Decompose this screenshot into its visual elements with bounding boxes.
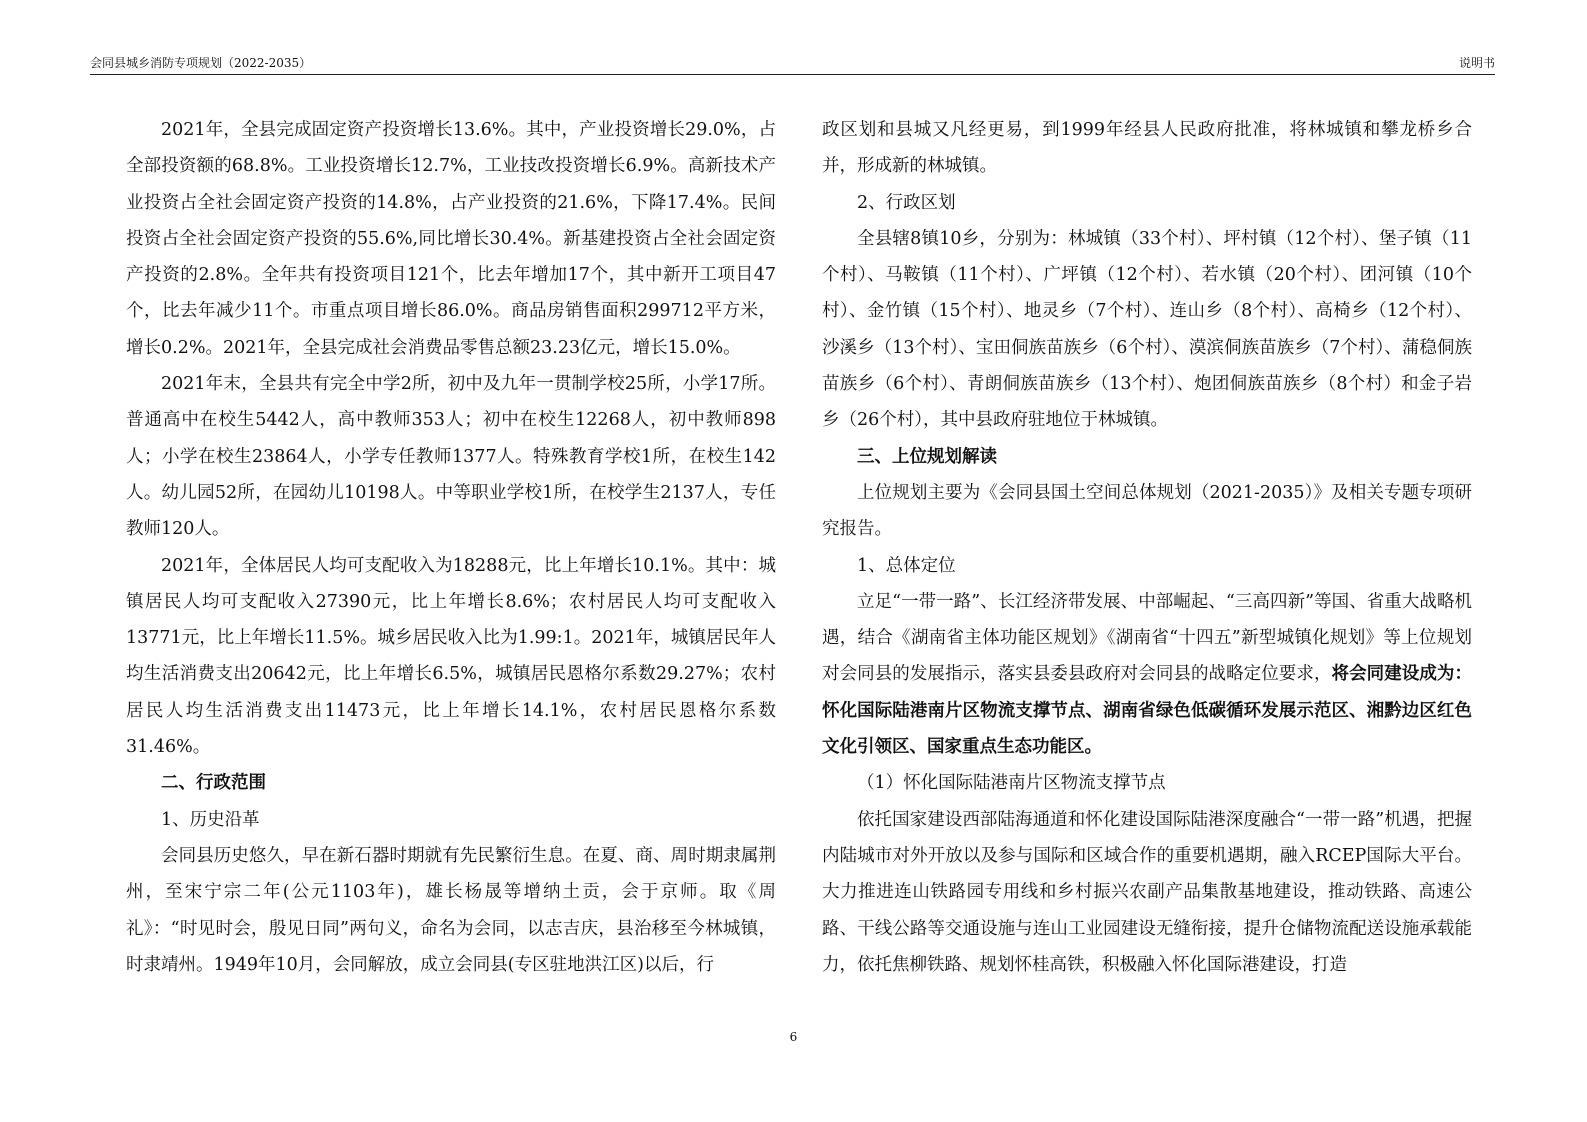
- positioning-bold-text: 将会同建设成为：怀化国际陆港南片区物流支撑节点、湖南省绿色低碳循环发展示范区、湘黔边区红色文化引领区、国家重点生态功能区。: [822, 664, 1473, 758]
- heading-history: 1、历史沿革: [161, 809, 260, 830]
- paragraph-positioning: [822, 584, 1472, 765]
- paragraph-income: 2021年，全体居民人均可支配收入为18288元，比上年增长10.1%。其中：城镇居民人均可支配收入27390元，比上年增长8.6%；农村居民人均可支配收入13771元，比上年增长11.5%。城乡居民收入比为1.99:1。2021年，城镇居民年人均生活消费支出20642元，比上年增长6.5%，城镇居民恩格尔系数29.27%；农村居民人均生活消费支出11473元，比上年增长14.1%，农村居民恩格尔系数31.46%。: [126, 555, 776, 758]
- page-number: 6: [789, 1030, 798, 1044]
- paragraph-education: 2021年末，全县共有完全中学2所，初中及九年一贯制学校25所，小学17所。普通高中在校生5442人，高中教师353人；初中在校生12268人，初中教师898人；小学在校生23864人，小学专任教师1377人。特殊教育学校1所，在校生142人。幼儿园52所，在园幼儿10198人。中等职业学校1所，在校学生2137人，专任教师120人。: [126, 374, 776, 540]
- heading-admin-division: 2、行政区划: [857, 192, 956, 213]
- heading-admin-scope: 二、行政范围: [161, 773, 266, 794]
- heading-upper-plan: 三、上位规划解读: [857, 446, 997, 467]
- heading-logistics-node: （1）怀化国际陆港南片区物流支撑节点: [857, 773, 1166, 794]
- paragraph-upper-plan: 上位规划主要为《会同县国土空间总体规划（2021-2035）》及相关专题专项研究报告。: [822, 482, 1472, 540]
- document-section-label: 说明书: [1458, 56, 1495, 70]
- paragraph-logistics-node: 依托国家建设西部陆海通道和怀化建设国际陆港深度融合“一带一路”机遇，把握内陆城市对外开放以及参与国际和区域合作的重要机遇期，融入RCEP国际大平台。大力推进连山铁路园专用线和乡村振兴农副产品集散基地建设，推动铁路、高速公路、干线公路等交通设施与连山工业园建设无缝衔接，提升仓储物流配送设施承载能力，依托焦柳铁路、规划怀桂高铁，积极融入怀化国际港建设，打造: [822, 809, 1472, 975]
- paragraph-admin-division: 全县辖8镇10乡，分别为：林城镇（33个村）、坪村镇（12个村）、堡子镇（11个村）、马鞍镇（11个村）、广坪镇（12个村）、若水镇（20个村）、团河镇（10个村）、金竹镇（15个村）、地灵乡（7个村）、连山乡（8个村）、高椅乡（12个村）、沙溪乡（13个村）、宝田侗族苗族乡（6个村）、漠滨侗族苗族乡（7个村）、蒲稳侗族苗族乡（6个村）、青朗侗族苗族乡（13个村）、炮团侗族苗族乡（8个村）和金子岩乡（26个村），其中县政府驻地位于林城镇。: [822, 228, 1472, 431]
- paragraph-investment: 2021年，全县完成固定资产投资增长13.6%。其中，产业投资增长29.0%，占全部投资额的68.8%。工业投资增长12.7%，工业技改投资增长6.9%。高新技术产业投资占全社会固定资产投资的14.8%，占产业投资的21.6%，下降17.4%。民间投资占全社会固定资产投资的55.6%,同比增长30.4%。新基建投资占全社会固定资产投资的2.8%。全年共有投资项目121个，比去年增加17个，其中新开工项目47个，比去年减少11个。市重点项目增长86.0%。商品房销售面积299712平方米，增长0.2%。2021年，全县完成社会消费品零售总额23.23亿元，增长15.0%。: [126, 120, 776, 358]
- running-header: [90, 56, 1495, 75]
- paragraph-history-continued: 政区划和县城又凡经更易，到1999年经县人民政府批准，将林城镇和攀龙桥乡合并，形成新的林城镇。: [822, 120, 1472, 177]
- left-column: [126, 112, 776, 983]
- paragraph-history: 会同县历史悠久，早在新石器时期就有先民繁衍生息。在夏、商、周时期隶属荆州，至宋宁宗二年(公元1103年)，雄长杨晟等增纳土贡，会于京师。取《周礼》：“时见时会，殷见日同”两句义，命名为会同，以志吉庆，县治移至今林城镇，时隶靖州。1949年10月，会同解放，成立会同县(专区驻地洪江区)以后，行: [126, 845, 776, 975]
- right-column: [822, 112, 1472, 983]
- positioning-text: 立足“一带一路”、长江经济带发展、中部崛起、“三高四新”等国、省重大战略机遇，结合《湖南省主体功能区规划》《湖南省“十四五”新型城镇化规划》等上位规划对会同县的发展指示，落实县委县政府对会同县的战略定位要求，: [822, 591, 1472, 685]
- heading-overall-positioning: 1、总体定位: [857, 555, 956, 576]
- document-title: 会同县城乡消防专项规划（2022-2035）: [90, 56, 312, 70]
